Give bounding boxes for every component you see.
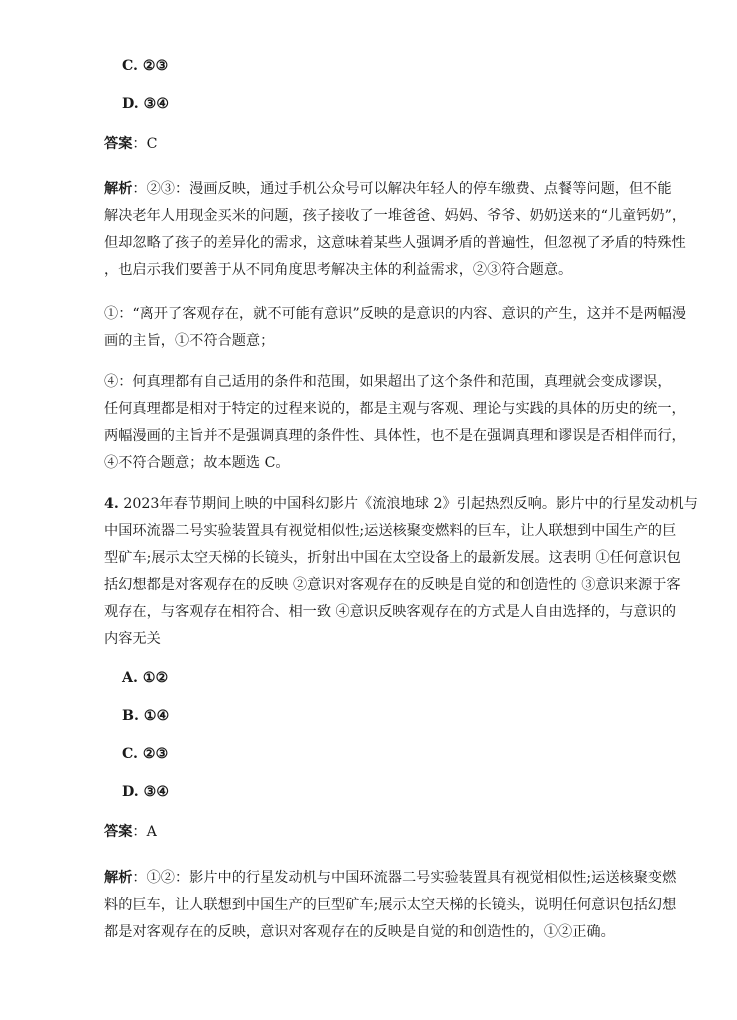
option-c: C. ②③ xyxy=(122,746,169,762)
answer-label: 答案 xyxy=(104,136,133,152)
analysis-text: 料的巨车，让人联想到中国生产的巨型矿车;展示太空天梯的长镜头，说明任何意识包括幻想 xyxy=(104,897,677,913)
option-a: A. ①② xyxy=(122,670,169,686)
question-stem: 中国环流器二号实验装置具有视觉相似性;运送核聚变燃料的巨车，让人联想到中国生产的巨 xyxy=(104,523,677,539)
analysis-text: ：②③：漫画反映，通过手机公众号可以解决年轻人的停车缴费、点餐等问题，但不能 xyxy=(132,181,672,197)
answer-line xyxy=(104,134,157,154)
explanation-paragraph: ④：何真理都有自己适用的条件和范围，如果超出了这个条件和范围，真理就会变成谬误， xyxy=(104,374,672,390)
analysis-line xyxy=(104,179,672,199)
explanation-paragraph: ④不符合题意；故本题选 C。 xyxy=(104,455,290,471)
analysis-text: 解决老年人用现金买米的问题，孩子接收了一堆爸爸、妈妈、爷爷、奶奶送来的“儿童钙奶”， xyxy=(104,208,687,224)
question-stem: 内容无关 xyxy=(104,631,161,647)
question-number: 4. xyxy=(104,496,119,512)
analysis-text: 但却忽略了孩子的差异化的需求，这意味着某些人强调矛盾的普遍性，但忽视了矛盾的特殊性 xyxy=(104,235,686,251)
analysis-label: 解析 xyxy=(104,870,133,886)
analysis-line xyxy=(104,868,676,888)
question-stem: 型矿车;展示太空天梯的长镜头，折射出中国在太空设备上的最新发展。这表明 ①任何意识包 xyxy=(104,550,681,566)
option-d: D. ③④ xyxy=(122,96,170,112)
analysis-text: 都是对客观存在的反映，意识对客观存在的反映是自觉的和创造性的，①②正确。 xyxy=(104,924,615,940)
question-stem: 观存在，与客观存在相符合、相一致 ④意识反映客观存在的方式是人自由选择的，与意识的 xyxy=(104,604,677,620)
explanation-paragraph: 任何真理都是相对于特定的过程来说的，都是主观与客观、理论与实践的具体的历史的统一， xyxy=(104,401,686,417)
answer-label: 答案 xyxy=(104,824,133,840)
explanation-paragraph: ①：“离开了客观存在，就不可能有意识”反映的是意识的内容、意识的产生，这并不是两幅漫 xyxy=(104,306,687,322)
analysis-text: ：①②：影片中的行星发动机与中国环流器二号实验装置具有视觉相似性;运送核聚变燃 xyxy=(132,870,677,886)
explanation-paragraph: 两幅漫画的主旨并不是强调真理的条件性、具体性，也不是在强调真理和谬误是否相伴而行， xyxy=(104,428,686,444)
option-d: D. ③④ xyxy=(122,784,170,800)
answer-value: ：C xyxy=(132,136,158,152)
analysis-text: ，也启示我们要善于从不同角度思考解决主体的利益需求，②③符合题意。 xyxy=(104,262,573,278)
analysis-label: 解析 xyxy=(104,181,133,197)
question-stem: 4. 2023年春节期间上映的中国科幻影片《流浪地球 2》引起热烈反响。影片中的行星发动机与 xyxy=(104,496,698,512)
answer-line xyxy=(104,822,157,842)
explanation-paragraph: 画的主旨，①不符合题意； xyxy=(104,333,275,349)
option-c: C. ②③ xyxy=(122,58,169,74)
answer-value: ：A xyxy=(132,824,157,840)
question-stem: 括幻想都是对客观存在的反映 ②意识对客观存在的反映是自觉的和创造性的 ③意识来源于客 xyxy=(104,577,681,593)
option-b: B. ①④ xyxy=(122,708,170,724)
